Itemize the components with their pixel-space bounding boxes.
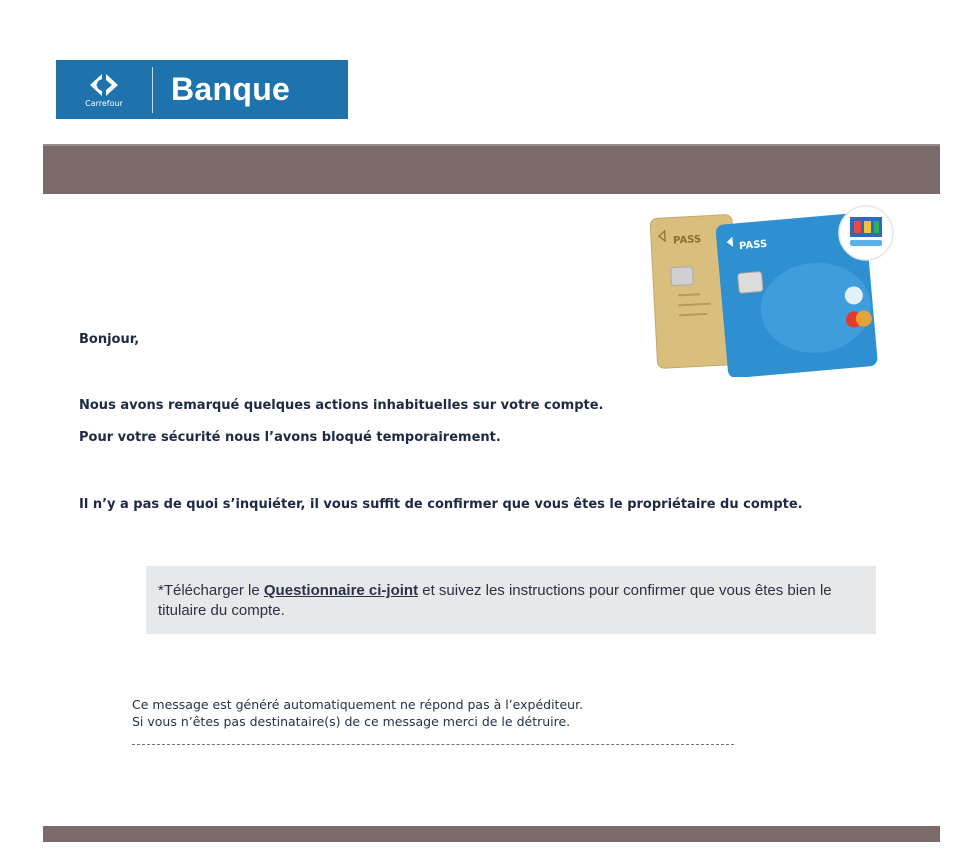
- header-band: [43, 144, 940, 194]
- pass-cards-image: [640, 205, 900, 377]
- logo-separator: [152, 67, 153, 113]
- gold-card-label: PASS: [672, 234, 702, 247]
- confirm-ownership-text: Il n’y a pas de quoi s’inquiéter, il vous suffit de confirmer que vous êtes le propriétaire du compte.: [79, 497, 803, 512]
- auto-message-notice: Ce message est généré automatiquement ne répond pas à l’expéditeur.: [132, 697, 584, 712]
- logo-brand-word: Banque: [171, 71, 291, 107]
- carrefour-banque-logo: [56, 60, 348, 119]
- unusual-activity-text: Nous avons remarqué quelques actions inhabituelles sur votre compte.: [79, 398, 604, 413]
- callout-prefix: *Télécharger le: [158, 582, 264, 599]
- carrefour-logo-icon: [56, 60, 152, 119]
- account-blocked-text: Pour votre sécurité nous l’avons bloqué temporairement.: [79, 430, 501, 445]
- greeting-text: Bonjour,: [79, 332, 140, 347]
- blue-card-label: PASS: [738, 238, 768, 253]
- download-instruction-box: [146, 566, 876, 634]
- footer-divider: [132, 744, 734, 745]
- footer-band: [43, 826, 940, 842]
- questionnaire-link[interactable]: Questionnaire ci-joint: [263, 582, 419, 599]
- logo-brand-small: Carrefour: [85, 98, 123, 108]
- callout-suffix: et suivez les instructions pour confirmer que vous êtes bien le titulaire du compte.: [158, 582, 832, 619]
- destroy-message-notice: Si vous n’êtes pas destinataire(s) de ce message merci de le détruire.: [132, 714, 571, 729]
